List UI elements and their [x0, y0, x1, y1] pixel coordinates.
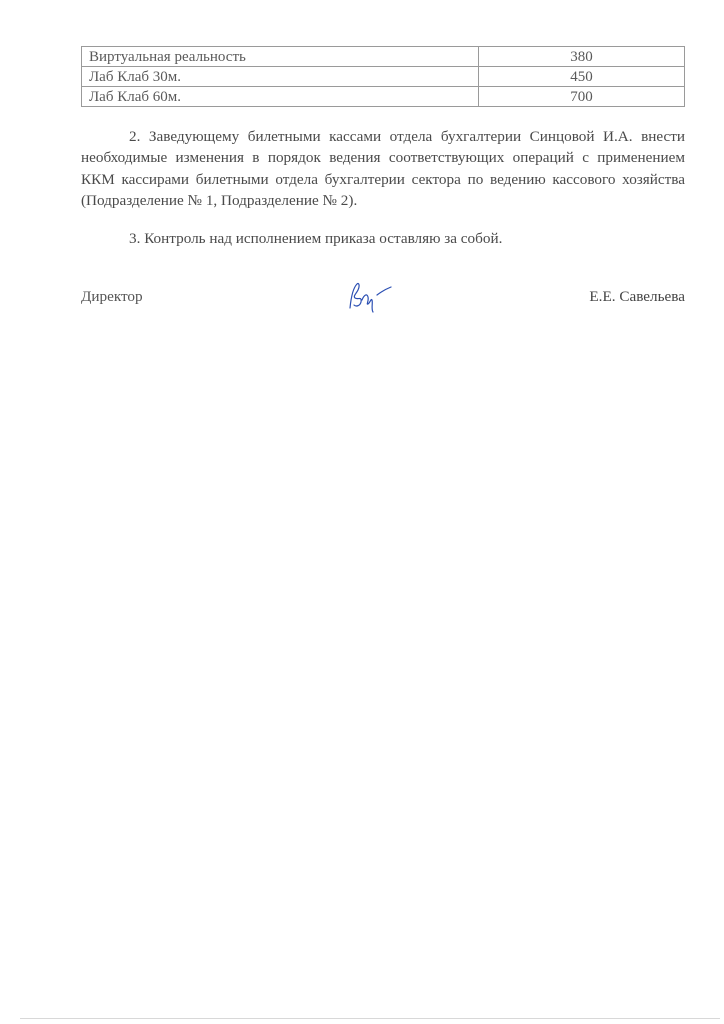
service-name-cell: Лаб Клаб 30м. — [82, 67, 479, 87]
table-row — [82, 47, 685, 67]
price-cell: 450 — [479, 67, 685, 87]
price-table — [81, 46, 685, 107]
service-name-cell: Виртуальная реальность — [82, 47, 479, 67]
handwritten-signature — [344, 278, 394, 314]
table-row — [82, 67, 685, 87]
price-cell: 380 — [479, 47, 685, 67]
order-item-2: 2. Заведующему билетными кассами отдела бухгалтерии Синцовой И.А. внести необходимые изменения в порядок ведения соответствующих операций с применением ККМ кассирами билетными отдела бухгалтерии сектора по ведению кассового хозяйства (Подразделение № 1, Подразделение № 2). — [81, 128, 685, 209]
service-name-cell: Лаб Клаб 60м. — [82, 87, 479, 107]
signer-title: Директор — [81, 288, 143, 305]
table-row — [82, 87, 685, 107]
signature-block — [81, 286, 685, 316]
order-item-3: 3. Контроль над исполнением приказа оставляю за собой. — [129, 230, 503, 247]
price-cell: 700 — [479, 87, 685, 107]
signer-name: Е.Е. Савельева — [589, 288, 685, 305]
page-edge-line — [20, 1018, 720, 1019]
